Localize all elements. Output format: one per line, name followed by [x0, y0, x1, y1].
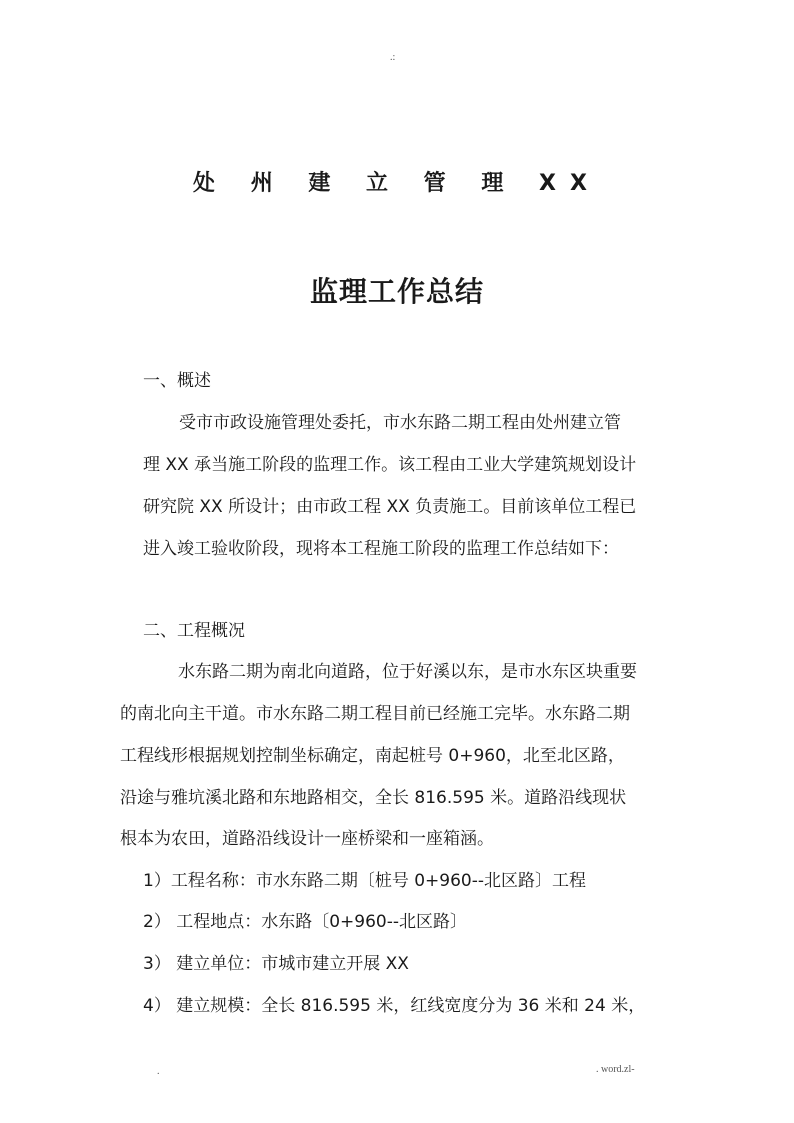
- section-2-line: 根本为农田，道路沿线设计一座桥梁和一座箱涵。: [120, 829, 494, 849]
- list-item: 1）工程名称：市水东路二期〔桩号 0+960--北区路〕工程: [143, 871, 586, 891]
- header-mark: .:: [390, 52, 396, 63]
- document-title: 监理工作总结: [309, 275, 484, 308]
- section-1-heading: 一、概述: [143, 371, 211, 391]
- footer-right-mark: . word.zl-: [596, 1064, 635, 1075]
- list-item: 3） 建立单位：市城市建立开展 XX: [143, 954, 409, 974]
- list-item: 4） 建立规模：全长 816.595 米，红线宽度分为 36 米和 24 米，: [143, 996, 646, 1016]
- section-2-line: 的南北向主干道。市水东路二期工程目前已经施工完毕。水东路二期: [120, 704, 630, 724]
- list-item: 2） 工程地点：水东路〔0+960--北区路〕: [143, 912, 467, 932]
- section-2-heading: 二、工程概况: [143, 621, 245, 641]
- organization-title: 处 州 建 立 管 理 XX: [193, 171, 601, 196]
- section-2-line: 水东路二期为南北向道路，位于好溪以东，是市水东区块重要: [178, 662, 637, 682]
- footer-left-mark: .: [157, 1066, 160, 1077]
- section-1-line: 理 XX 承当施工阶段的监理工作。该工程由工业大学建筑规划设计: [143, 455, 637, 475]
- section-2-line: 沿途与雅坑溪北路和东地路相交，全长 816.595 米。道路沿线现状: [120, 788, 627, 808]
- section-1-line: 受市市政设施管理处委托，市水东路二期工程由处州建立管: [179, 413, 621, 433]
- section-1-line: 研究院 XX 所设计；由市政工程 XX 负责施工。目前该单位工程已: [143, 497, 637, 517]
- section-2-line: 工程线形根据规划控制坐标确定，南起桩号 0+960，北至北区路，: [120, 746, 625, 766]
- section-1-line: 进入竣工验收阶段，现将本工程施工阶段的监理工作总结如下：: [143, 539, 619, 559]
